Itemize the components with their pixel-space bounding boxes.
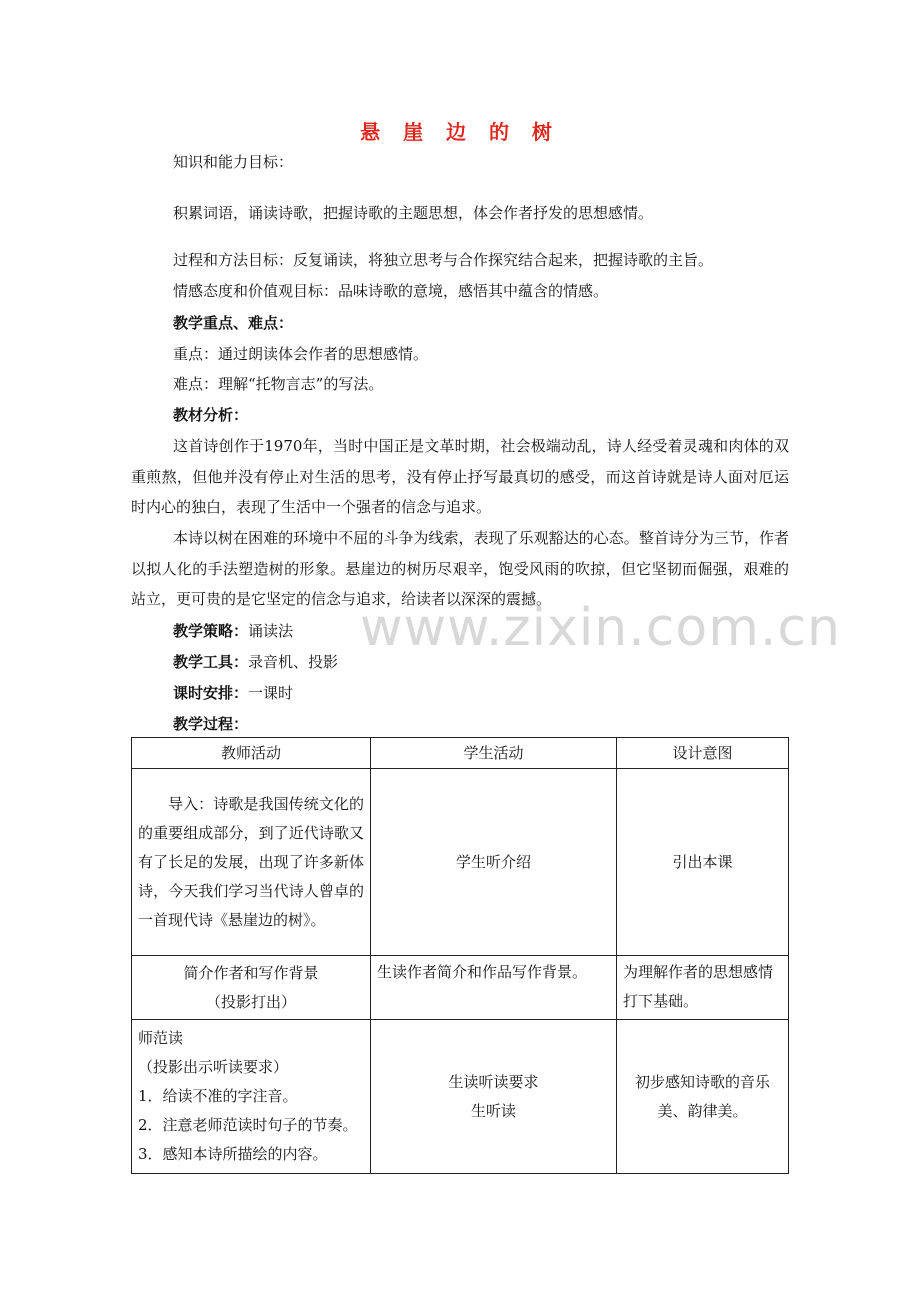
row2-intent: 为理解作者的思想感情打下基础。 (617, 956, 789, 1020)
strategy-label: 教学策略： (173, 622, 249, 640)
process-objective: 过程和方法目标：反复诵读，将独立思考与合作探究结合起来，把握诗歌的主旨。 (173, 251, 714, 269)
header-teacher: 教师活动 (132, 738, 371, 769)
key-point: 重点：通过朗读体会作者的思想感情。 (173, 345, 429, 363)
key-points-heading: 教学重点、难点： (173, 314, 294, 332)
row2-teacher-line2: （投影打出） (205, 992, 296, 1011)
strategy-line (173, 620, 293, 642)
row2-teacher-line1: 简介作者和写作背景 (183, 963, 319, 982)
row3-teacher-line2: （投影出示听读要求） (138, 1058, 289, 1076)
tools-label: 教学工具： (173, 653, 249, 671)
row2-student: 生读作者简介和作品写作背景。 (371, 956, 617, 1020)
row1-student: 学生听介绍 (371, 769, 617, 956)
row1-teacher: 导入：诗歌是我国传统文化的的重要组成部分，到了近代诗歌又有了长足的发展，出现了许多新体诗，今天我们学习当代诗人曾卓的一首现代诗《悬崖边的树》。 (132, 769, 371, 956)
table-header-row (132, 738, 789, 769)
table-row (132, 1020, 789, 1174)
header-intent: 设计意图 (617, 738, 789, 769)
teaching-process-table (131, 737, 789, 1174)
row3-teacher-line3: 1．给读不准的字注音。 (138, 1087, 298, 1105)
row3-teacher-line1: 师范读 (138, 1029, 184, 1047)
analysis-paragraph-2: 本诗以树在困难的环境中不屈的斗争为线索，表现了乐观豁达的心态。整首诗分为三节，作者以拟人化的手法塑造树的形象。悬崖边的树历尽艰辛，饱受风雨的吹掠，但它坚韧而倔强，艰难的站立，更可贵的是它坚定的信念与追求，给读者以深深的震撼。 (131, 529, 789, 608)
tools-value: 录音机、投影 (248, 653, 339, 671)
row3-teacher-line5: 3．感知本诗所描绘的内容。 (138, 1145, 328, 1163)
row3-teacher-line4: 2．注意老师范读时句子的节奏。 (138, 1116, 358, 1134)
difficult-point: 难点：理解“托物言志”的写法。 (173, 375, 384, 393)
page-title: 悬 崖 边 的 树 (360, 120, 560, 144)
strategy-value: 诵读法 (248, 622, 294, 640)
analysis-paragraph-1: 这首诗创作于1970年，当时中国正是文革时期，社会极端动乱，诗人经受着灵魂和肉体的双重煎熬，但他并没有停止对生活的思考，没有停止抒写最真切的感受，而这首诗就是诗人面对厄运时内心的独白，表现了生活中一个强者的信念与追求。 (131, 437, 789, 516)
knowledge-heading: 知识和能力目标： (173, 153, 294, 171)
header-student: 学生活动 (371, 738, 617, 769)
row3-student (371, 1020, 617, 1174)
knowledge-objective: 积累词语，诵读诗歌，把握诗歌的主题思想，体会作者抒发的思想感情。 (173, 204, 654, 222)
row3-intent: 初步感知诗歌的音乐美、韵律美。 (617, 1020, 789, 1174)
table-row (132, 956, 789, 1020)
schedule-value: 一课时 (248, 684, 294, 702)
tools-line (173, 651, 338, 673)
schedule-line (173, 682, 293, 704)
emotion-objective: 情感态度和价值观目标：品味诗歌的意境，感悟其中蕴含的情感。 (173, 282, 609, 300)
process-heading: 教学过程： (173, 715, 249, 733)
analysis-heading: 教材分析： (173, 406, 249, 424)
table-row (132, 769, 789, 956)
row3-teacher (132, 1020, 371, 1174)
row3-student-line1: 生读听读要求 (448, 1072, 539, 1091)
row3-student-line2: 生听读 (470, 1101, 516, 1120)
row2-teacher (132, 956, 371, 1020)
schedule-label: 课时安排： (173, 684, 249, 702)
row1-intent: 引出本课 (617, 769, 789, 956)
watermark: www.zixin.com.cn (360, 598, 841, 658)
